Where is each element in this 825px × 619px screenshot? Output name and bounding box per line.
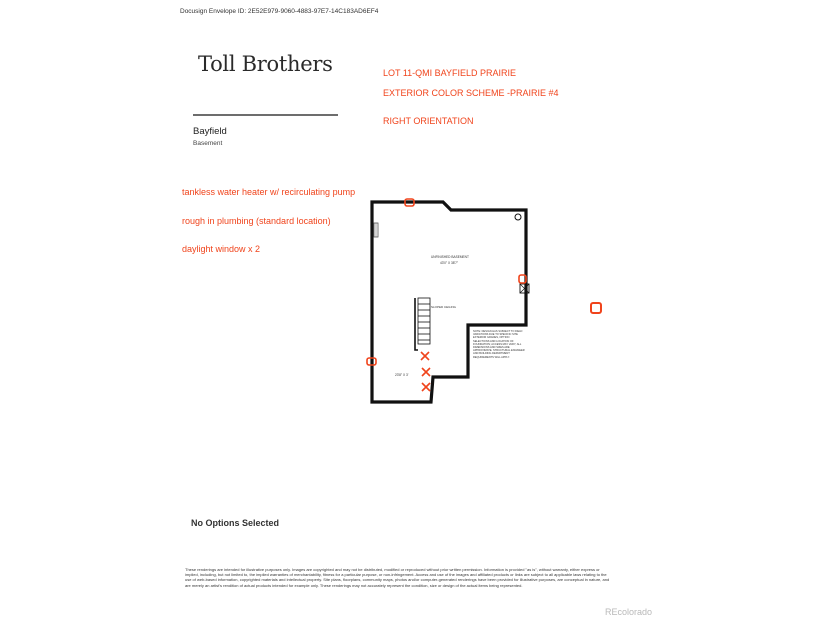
- option-note-daylight-window: daylight window x 2: [182, 244, 261, 254]
- stairs: [418, 298, 430, 344]
- envelope-id: Docusign Envelope ID: 2E52E979-9060-4883-97E7-14C183AD6EF4: [180, 8, 379, 15]
- brand-divider: [193, 114, 338, 116]
- water-heater-symbol: [515, 214, 521, 220]
- brand-logo: Toll Brothers: [198, 52, 333, 76]
- room-dims: 43'0" X 38'7": [440, 261, 459, 265]
- orange-marker: [590, 302, 602, 314]
- model-name: Bayfield: [193, 126, 227, 137]
- option-note-water-heater: tankless water heater w/ recirculating pump: [182, 187, 356, 197]
- watermark: REcolorado: [605, 607, 653, 617]
- x-mark-1: [421, 352, 429, 360]
- floor-name: Basement: [193, 140, 223, 147]
- no-options-label: No Options Selected: [191, 518, 280, 528]
- x-mark-3: [422, 383, 430, 391]
- room-label: UNFINISHED BASEMENT: [431, 255, 469, 259]
- disclaimer-text: These renderings are intended for illustrative purposes only. Images are copyrighted and may not be distributed, modified or reproduced without prior written permission. Information is provided "as is", without warranty, either express or implied, including, but not limited to, the implied warranties of merchantability, fitness for a particular purpose, or non-infringement. Access and use of the images and affiliated products or links are subject to all applicable laws relating to the use of web-based information, copyrighted materials and intellectual property. Site plans, floorplans, community maps, photos and/or computer-generated renderings have been provided for illustrative purposes, are conceptual in nature, and are merely an artist's rendition of actual products intended for example only. These renderings may not accurately represent the condition, size or design of the actual items being represented.: [185, 567, 610, 588]
- crawl-dims: 23'8" X 3': [395, 373, 409, 377]
- color-scheme-label: EXTERIOR COLOR SCHEME -PRAIRIE #4: [383, 88, 559, 98]
- stair-label: SLOPED CEILING: [431, 305, 457, 309]
- lot-label: LOT 11-QMI BAYFIELD PRAIRIE: [383, 68, 517, 78]
- basement-floor-plan: [355, 190, 555, 410]
- x-mark-2: [422, 368, 430, 376]
- plan-note: NOTE: DESIGN HAS SUBJECT TO FIELD VARIATIONS DUE TO SPECIFIC SITE EXTERIOR GRADES, OPTION SELECTIONS AND LOCATION OF FOUNDATION; ACCESS MAY VARY; ALL DIMENSIONS AND SIZES ARE APPROXIMATE. STRUCTURAL ENGINEER AND BUILDING DEPARTMENT REQUIREMENTS WILL APPLY.: [473, 330, 525, 359]
- orientation-label: RIGHT ORIENTATION: [383, 116, 474, 126]
- plan-walls: [372, 202, 526, 402]
- option-note-plumbing: rough in plumbing (standard location): [182, 216, 331, 226]
